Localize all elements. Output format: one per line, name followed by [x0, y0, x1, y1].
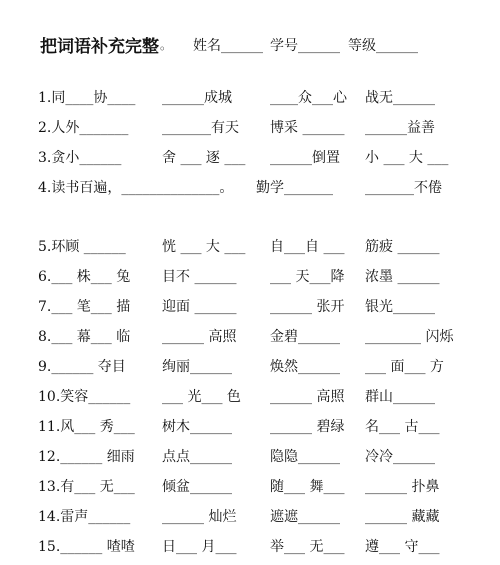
title-period: 。 [160, 38, 173, 52]
exercise-line [38, 506, 498, 528]
fill-in-item: 4.读书百遍，______________。 [38, 180, 234, 196]
fill-in-item: 冷冷______ [365, 449, 435, 465]
fill-in-item: ____众___心 [270, 90, 347, 106]
fill-in-item: 焕然______ [270, 359, 340, 375]
fill-in-item: 15.______ 喳喳 [38, 539, 135, 555]
fill-in-item: 14.雷声______ [38, 509, 131, 525]
fill-in-item: 9.______ 夺目 [38, 359, 126, 375]
fill-in-item: ______ 灿烂 [162, 509, 237, 525]
fill-in-item: 舍 ___ 逐 ___ [162, 150, 246, 166]
fill-in-item: 战无______ [365, 90, 435, 106]
exercise-line [38, 476, 498, 498]
fill-in-item: ______ 扑鼻 [365, 479, 440, 495]
fill-in-item: 名___ 古___ [365, 419, 440, 435]
fill-in-item: ______ 藏藏 [365, 509, 440, 525]
fill-in-item: ______ 高照 [270, 389, 345, 405]
fill-in-item: 筋疲 ______ [365, 239, 440, 255]
fill-in-item: 浓墨 ______ [365, 269, 440, 285]
fill-in-item: 银光______ [365, 299, 435, 315]
fill-in-item: 8.___ 幕___ 临 [38, 329, 131, 345]
fill-in-item: 自___自 ___ [270, 239, 345, 255]
fill-in-item: 6.___ 株___ 兔 [38, 269, 131, 285]
worksheet-title: 把词语补充完整 [40, 37, 159, 57]
fill-in-item: 12.______ 细雨 [38, 449, 135, 465]
worksheet-header [40, 32, 490, 56]
exercise-line [38, 296, 498, 318]
fill-in-item: 博采 ______ [270, 120, 345, 136]
fill-in-item: 恍 ___ 大 ___ [162, 239, 246, 255]
exercise-line [38, 87, 498, 109]
fill-in-item: 13.有___ 无___ [38, 479, 135, 495]
exercise-line [38, 177, 498, 199]
fill-in-item: 1.同____协____ [38, 90, 136, 106]
fill-in-item: ___ 面___ 方 [365, 359, 444, 375]
fill-in-item: 绚丽______ [162, 359, 232, 375]
fill-in-item: 日___ 月___ [162, 539, 237, 555]
fill-in-item: 10.笑容______ [38, 389, 131, 405]
fill-in-item: 勤学_______ [256, 180, 333, 196]
exercise-line [38, 236, 498, 258]
fill-in-item: ___ 天___降 [270, 269, 345, 285]
fill-in-item: 2.人外_______ [38, 120, 129, 136]
fill-in-item: _______不倦 [365, 180, 442, 196]
fill-in-item: 群山______ [365, 389, 435, 405]
fill-in-item: 7.___ 笔___ 描 [38, 299, 131, 315]
fill-in-item: ______ 高照 [162, 329, 237, 345]
fill-in-item: 11.风___ 秀___ [38, 419, 135, 435]
fill-in-item: 树木______ [162, 419, 232, 435]
exercise-line [38, 446, 498, 468]
fill-in-item: ______ 碧绿 [270, 419, 345, 435]
fill-in-item: _______有天 [162, 120, 239, 136]
fill-in-item: 倾盆______ [162, 479, 232, 495]
fill-in-item: ______倒置 [270, 150, 340, 166]
fill-in-item: 5.环顾 ______ [38, 239, 126, 255]
fill-in-item: ______成城 [162, 90, 232, 106]
fill-in-item: 目不 ______ [162, 269, 237, 285]
exercise-line [38, 266, 498, 288]
fill-in-item: 随___ 舞___ [270, 479, 345, 495]
fill-in-item: ________ 闪烁 [365, 329, 454, 345]
student-id-field: 学号______ [270, 38, 340, 54]
exercise-line [38, 326, 498, 348]
fill-in-item: ______ 张开 [270, 299, 345, 315]
fill-in-item: 小 ___ 大 ___ [365, 150, 449, 166]
fill-in-item: 3.贪小______ [38, 150, 122, 166]
exercise-line [38, 117, 498, 139]
name-field: 姓名______ [193, 38, 263, 54]
exercise-line [38, 536, 498, 558]
grade-field: 等级______ [348, 38, 418, 54]
exercise-line [38, 416, 498, 438]
fill-in-item: 举___ 无___ [270, 539, 345, 555]
fill-in-item: 迎面 ______ [162, 299, 237, 315]
exercise-line [38, 356, 498, 378]
fill-in-item: 隐隐______ [270, 449, 340, 465]
fill-in-item: 遵___ 守___ [365, 539, 440, 555]
fill-in-item: ______益善 [365, 120, 435, 136]
fill-in-item: 点点______ [162, 449, 232, 465]
exercise-line [38, 386, 498, 408]
exercise-line [38, 147, 498, 169]
fill-in-item: ___ 光___ 色 [162, 389, 241, 405]
fill-in-item: 遮遮______ [270, 509, 340, 525]
fill-in-item: 金碧______ [270, 329, 340, 345]
